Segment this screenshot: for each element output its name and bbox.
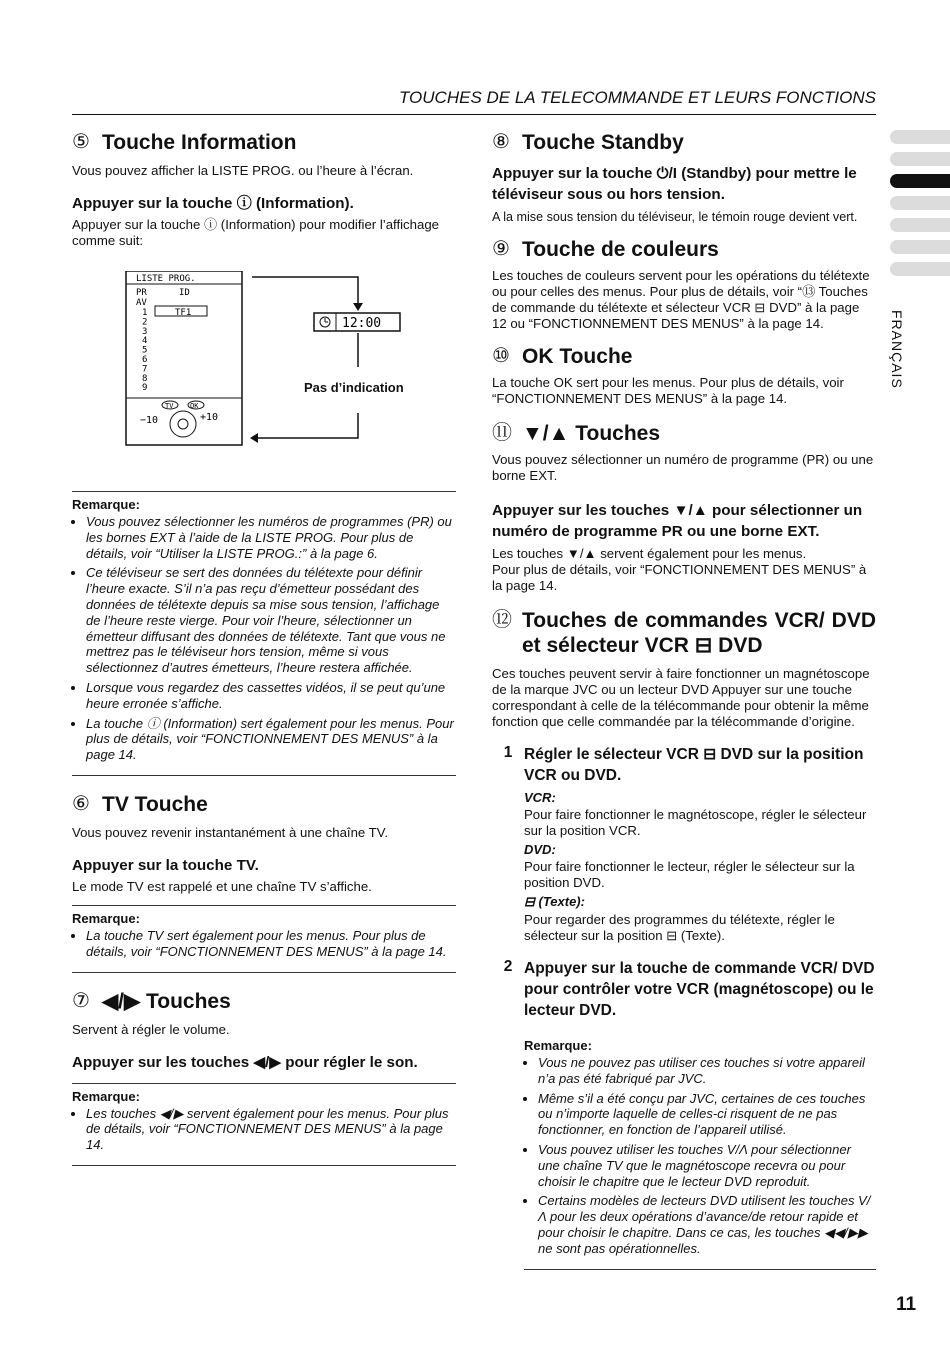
section-12-heading: ⑫ Touches de commandes VCR/ DVD et sélecteur VCR ⊟ DVD: [492, 609, 876, 657]
list-row-number: 9: [142, 383, 148, 394]
note-item: • La touche TV sert également pour les menus. Pour plus de détails, voir “FONCTIONNEMENT DES MENUS” à la page 14.: [86, 928, 456, 960]
section-7-note: [72, 1083, 456, 1166]
note-title: Remarque:: [72, 1088, 140, 1104]
vcr-text: Pour faire fonctionner le magnétoscope, régler le sélecteur sur la position VCR.: [524, 807, 867, 838]
section-7-instruction: Appuyer sur les touches ◀/▶ pour régler le son.: [72, 1053, 418, 1071]
section-5-note: [72, 491, 456, 776]
section-7-heading: ⑦ ◀/▶ Touches: [72, 989, 231, 1013]
list-row-number: 6: [142, 355, 148, 365]
note-item: • Vous ne pouvez pas utiliser ces touches si votre appareil n’a pas été fabriqué par JVC.: [538, 1055, 876, 1087]
list-header-pr: PR: [136, 288, 147, 298]
section-6-instruction: Appuyer sur la touche TV.: [72, 856, 259, 874]
list-row-number: 3: [142, 326, 148, 337]
section-10-heading: ⑩ OK Touche: [492, 345, 633, 368]
list-row-number: 4: [142, 336, 148, 347]
note-item: • Vous pouvez utiliser les touches V/Λ pour sélectionner une chaîne TV que le magnétoscope recevra ou pour choisir le chapitre que le lecteur DVD reproduit.: [538, 1142, 876, 1189]
dvd-label: DVD:: [524, 842, 556, 857]
vcr-label: VCR:: [524, 790, 556, 805]
section-tab: [890, 130, 950, 144]
note-item: • Les touches ◀/▶ servent également pour les menus. Pour plus de détails, voir “FONCTIONNEMENT DES MENUS” à la page 14.: [86, 1106, 456, 1153]
info-diagram-svg: [72, 271, 456, 481]
section-11-instruction: Appuyer sur les touches ▼/▲ pour sélectionner un numéro de programme PR ou une borne EXT.: [492, 502, 863, 540]
list-row-number: 2: [142, 317, 148, 328]
section-12-note: [524, 1033, 876, 1270]
list-row-av: AV: [136, 298, 147, 308]
right-column: [492, 130, 876, 1270]
page-number: 11: [896, 1294, 917, 1315]
list-row-number: 7: [142, 364, 148, 375]
ok-key-label: OK: [190, 402, 199, 410]
section-8-instruction: Appuyer sur la touche ⏻/I (Standby) pour mettre le téléviseur sous ou hors tension.: [492, 165, 857, 203]
section-10-text: La touche OK sert pour les menus. Pour plus de détails, voir “FONCTIONNEMENT DES MENUS” à la page 14.: [492, 375, 844, 406]
text-mode-label: ⊟ (Texte):: [524, 894, 585, 909]
language-label: FRANÇAIS: [889, 310, 905, 389]
section-tab: [890, 152, 950, 166]
note-item: • Vous pouvez sélectionner les numéros de programmes (PR) ou les bornes EXT à l’aide de la LISTE PROG. Pour plus de détails, voir “Utiliser la LISTE PROG.:” à la page 6.: [86, 514, 456, 561]
section-5-intro: Vous pouvez afficher la LISTE PROG. ou l’heure à l’écran.: [72, 163, 414, 178]
section-tab: [890, 240, 950, 254]
section-7-intro: Servent à régler le volume.: [72, 1021, 230, 1037]
list-title: LISTE PROG.: [136, 274, 196, 284]
plus-ten-label: +10: [200, 412, 219, 423]
section-5-instruction: Appuyer sur la touche ⓘ (Information).: [72, 195, 354, 212]
step-2: 2 Appuyer sur la touche de commande VCR/ DVD pour contrôler votre VCR (magnétoscope) ou le lecteur DVD.: [503, 958, 875, 1019]
note-title: Remarque:: [72, 497, 140, 512]
note-item: • Ce téléviseur se sert des données du télétexte pour définir l’heure exacte. S’il n’a pas reçu d’émetteur possédant des données de télétexte depuis sa mise sous tension, l’affichage de l’heure reste vierge. Pour voir l’heure, sélectionner un émetteur diffusant des données de télétexte. Tant que vous ne mettrez pas le téléviseur hors tension, même si vous sélectionnez d’autres émetteurs, l’heure restera affichée.: [86, 565, 456, 676]
left-column: [72, 130, 456, 1166]
step-1-details: [492, 790, 876, 944]
dvd-text: Pour faire fonctionner le lecteur, régler le sélecteur sur la position DVD.: [524, 859, 855, 890]
section-6-intro: Vous pouvez revenir instantanément à une chaîne TV.: [72, 824, 388, 840]
section-6-heading: ⑥ TV Touche: [72, 792, 208, 816]
section-9-heading: ⑨ Touche de couleurs: [492, 238, 719, 261]
note-item: • Lorsque vous regardez des cassettes vidéos, il se peut qu’une heure erronée s’affiche.: [86, 680, 456, 712]
step-1: 1 Régler le sélecteur VCR ⊟ DVD sur la position VCR ou DVD.: [503, 744, 864, 784]
note-title: Remarque:: [524, 1038, 592, 1053]
section-11-text: Pour plus de détails, voir “FONCTIONNEMENT DES MENUS” à la page 14.: [492, 562, 867, 593]
list-row-number: 5: [142, 345, 148, 356]
section-11-intro: Vous pouvez sélectionner un numéro de programme (PR) ou une borne EXT.: [492, 452, 874, 483]
section-8-heading: ⑧ Touche Standby: [492, 131, 684, 154]
list-row-number: 8: [142, 373, 148, 384]
section-9-text: Les touches de couleurs servent pour les opérations du télétexte ou pour celles des menus. Pour plus de détails, voir “⑬ Touches de commande du télétexte et sélecteur VCR ⊟ DVD” à la page 12 ou “FONCTIONNEMENT DES MENUS” à la page 14.: [492, 268, 870, 331]
page-header: TOUCHES DE LA TELECOMMANDE ET LEURS FONCTIONS: [72, 88, 876, 115]
section-11-text: Les touches ▼/▲ servent également pour les menus.: [492, 546, 807, 561]
list-first-id: TF1: [175, 308, 192, 318]
info-display-diagram: [72, 271, 456, 483]
clock-display: 12:00: [342, 316, 382, 331]
section-tab: [890, 218, 950, 232]
section-8-text: A la mise sous tension du téléviseur, le témoin rouge devient vert.: [492, 210, 858, 224]
note-item: • Même s’il a été conçu par JVC, certaines de ces touches ou n’importe laquelle de celles-ci risquent de ne pas fonctionner, en fonction de l’appareil utilisé.: [538, 1091, 876, 1138]
list-header-id: ID: [179, 288, 190, 298]
tv-key-label: TV: [165, 402, 174, 410]
minus-ten-label: −10: [140, 415, 159, 426]
note-item: • La touche ⓘ (Information) sert également pour les menus. Pour plus de détails, voir “FONCTIONNEMENT DES MENUS” à la page 14.: [86, 716, 456, 763]
list-row-number: 1: [142, 308, 148, 318]
section-tab: [890, 196, 950, 210]
section-tab: [890, 262, 950, 276]
section-6-text: Le mode TV est rappelé et une chaîne TV s’affiche.: [72, 878, 372, 894]
note-item: • Certains modèles de lecteurs DVD utilisent les touches V/Λ pour les deux opérations d’avance/de retour rapide et pour choisir le chapitre. Dans ce cas, les touches ◀◀/▶▶ ne sont pas opérationnelles.: [538, 1193, 876, 1256]
section-5-text: Appuyer sur la touche ⓘ (Information) pour modifier l’affichage comme suit:: [72, 217, 439, 248]
section-12-intro: Ces touches peuvent servir à faire fonctionner un magnétoscope de la marque JVC ou un lecteur DVD Appuyer sur une touche correspondant à celle de la télécommande pour obtenir la même fonction que celle commandée par la télécommande d’origine.: [492, 666, 870, 729]
note-title: Remarque:: [72, 910, 140, 926]
no-display-label: Pas d’indication: [304, 380, 404, 395]
text-mode-text: Pour regarder des programmes du télétexte, régler le sélecteur sur la position ⊟ (Texte).: [524, 912, 835, 943]
section-tab-active: [890, 174, 950, 188]
section-5-heading: ⑤ Touche Information: [72, 131, 297, 154]
section-6-note: [72, 905, 456, 973]
section-11-heading: ⑪ ▼/▲ Touches: [492, 422, 661, 445]
